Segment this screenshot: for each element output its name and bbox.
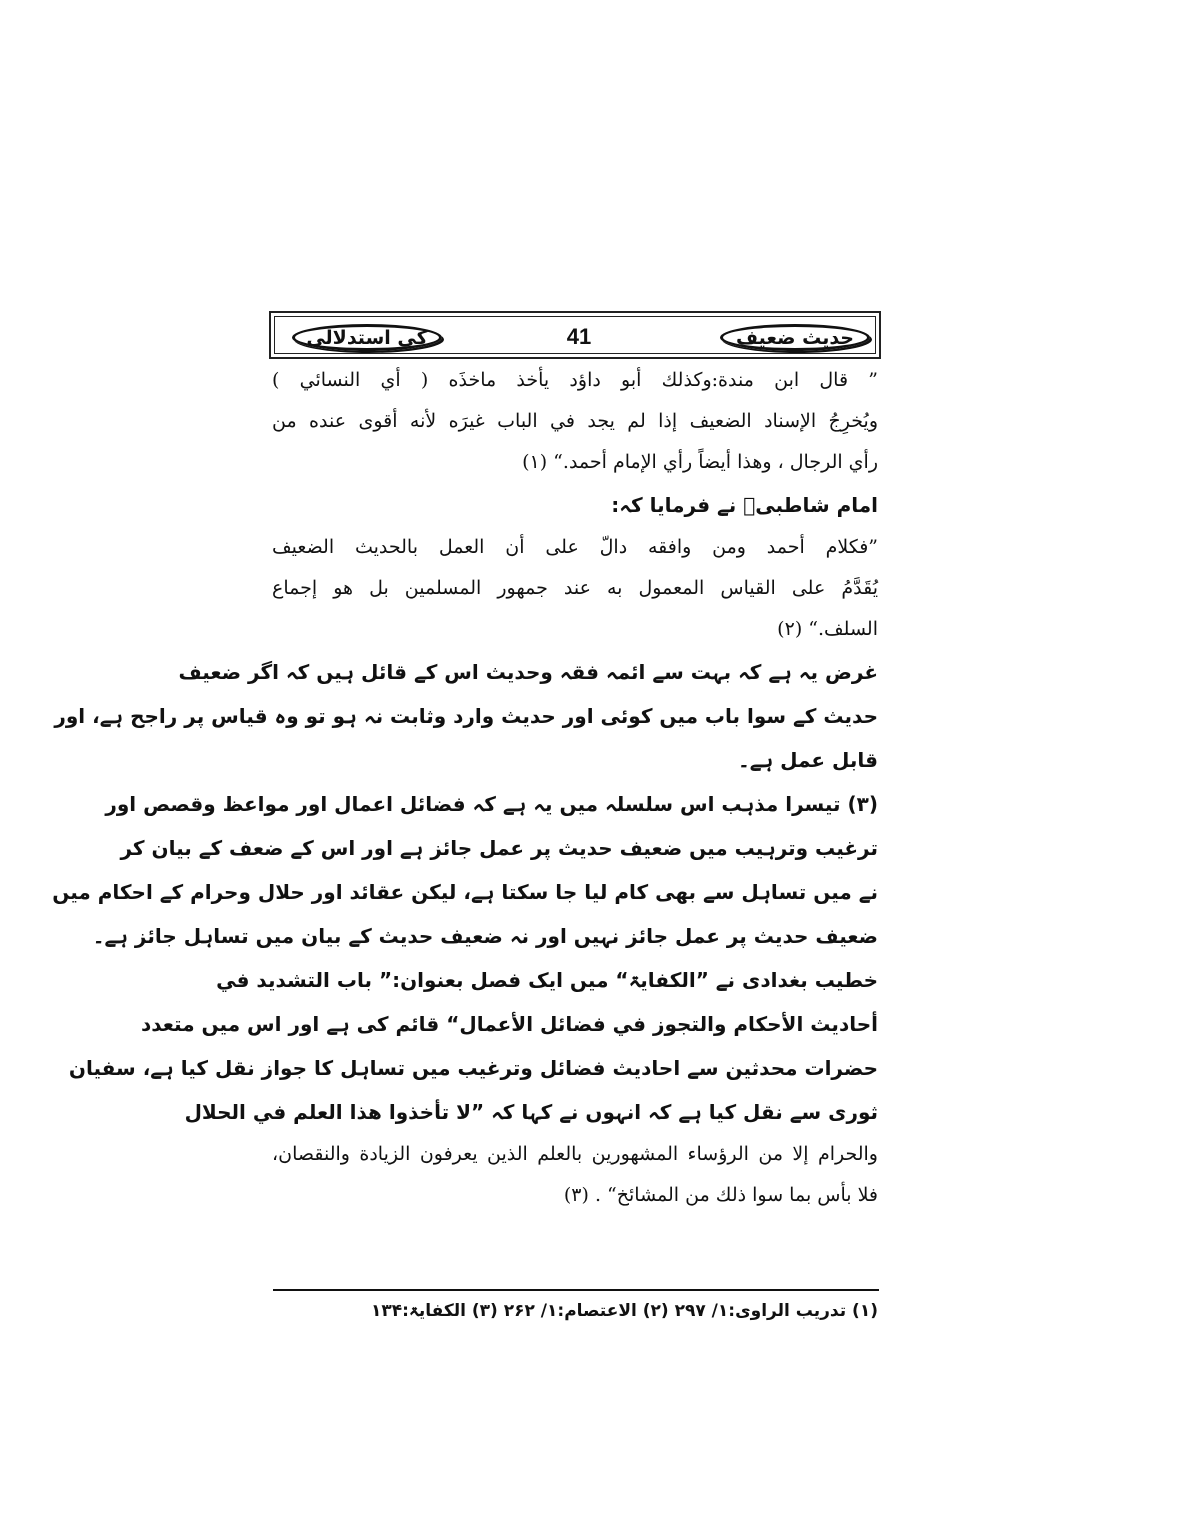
text-line: حضرات محدثین سے احادیث فضائل وترغیب میں تساہل کا جواز نقل کیا ہے، سفیان [68, 1056, 878, 1080]
text-line: ثوری سے نقل کیا ہے کہ انہوں نے کہا کہ ”لا تأخذوا هذا العلم في الحلال [184, 1100, 878, 1124]
text-line: أحاديث الأحكام والتجوز في فضائل الأعمال“ قائم کی ہے اور اس میں متعدد [140, 1012, 878, 1036]
text-line: خطیب بغدادی نے ”الکفایۃ“ میں ایک فصل بعنوان:” باب التشديد في [216, 968, 878, 992]
book-title-text: حدیث ضعیف [736, 326, 854, 349]
text-line: رأي الرجال ، وهذا أيضاً رأي الإمام أحمد.“ (۱) [522, 451, 878, 473]
book-title-badge [720, 324, 870, 351]
footnote: (۱) تدریب الراوی:۱/ ۲۹۷ (۲) الاعتصام:۱/ ۲۶۲ (۳) الکفایۃ:۱۳۴ [370, 1301, 878, 1321]
subtitle-badge [292, 324, 442, 351]
text-line: نے میں تساہل سے بھی کام لیا جا سکتا ہے، لیکن عقائد اور حلال وحرام کے احکام میں [52, 880, 878, 904]
footnote-divider [273, 1289, 879, 1291]
text-line: ضعیف حدیث پر عمل جائز نہیں اور نہ ضعیف حدیث کے بیان میں تساہل جائز ہے۔ [92, 924, 878, 948]
header-frame [274, 316, 876, 354]
subtitle-text: کی استدلالی [306, 326, 428, 349]
text-line: حدیث کے سوا باب میں کوئی اور حدیث وارد وثابت نہ ہو تو وہ قیاس پر راجح ہے، اور [54, 704, 878, 728]
page-header [269, 311, 881, 359]
text-line: ترغیب وترہیب میں ضعیف حدیث پر عمل جائز ہے اور اس کے ضعف کے بیان کر [120, 836, 878, 860]
text-line: والحرام إلا من الرؤساء المشهورين بالعلم الذين يعرفون الزيادة والنقصان، [272, 1143, 878, 1165]
text-line: (۳) تیسرا مذہب اس سلسلہ میں یہ ہے کہ فضائل اعمال اور مواعظ وقصص اور [105, 792, 878, 816]
text-line: فلا بأس بما سوا ذلك من المشائخ“ . (۳) [563, 1184, 878, 1206]
page-number: 41 [566, 324, 592, 349]
text-line: امام شاطبیؒ نے فرمایا کہ: [611, 493, 878, 517]
body-text [52, 360, 878, 1216]
text-line: ويُخرِجُ الإسناد الضعيف إذا لم يجد في الباب غيرَه لأنه أقوى عنده من [272, 410, 878, 432]
text-line: غرض یہ ہے کہ بہت سے ائمہ فقہ وحدیث اس کے قائل ہیں کہ اگر ضعیف [178, 660, 878, 684]
text-line: يُقَدَّمُ على القياس المعمول به عند جمهور المسلمين بل هو إجماع [272, 577, 878, 599]
text-line: السلف.“ (۲) [777, 618, 878, 640]
text-line: ”فكلام أحمد ومن وافقه دالّ على أن العمل بالحديث الضعيف [272, 536, 878, 558]
text-line: ” قال ابن مندة:وكذلك أبو داؤد يأخذ ماخذَه ( أي النسائي ) [272, 369, 878, 391]
text-line: قابل عمل ہے۔ [738, 748, 878, 772]
